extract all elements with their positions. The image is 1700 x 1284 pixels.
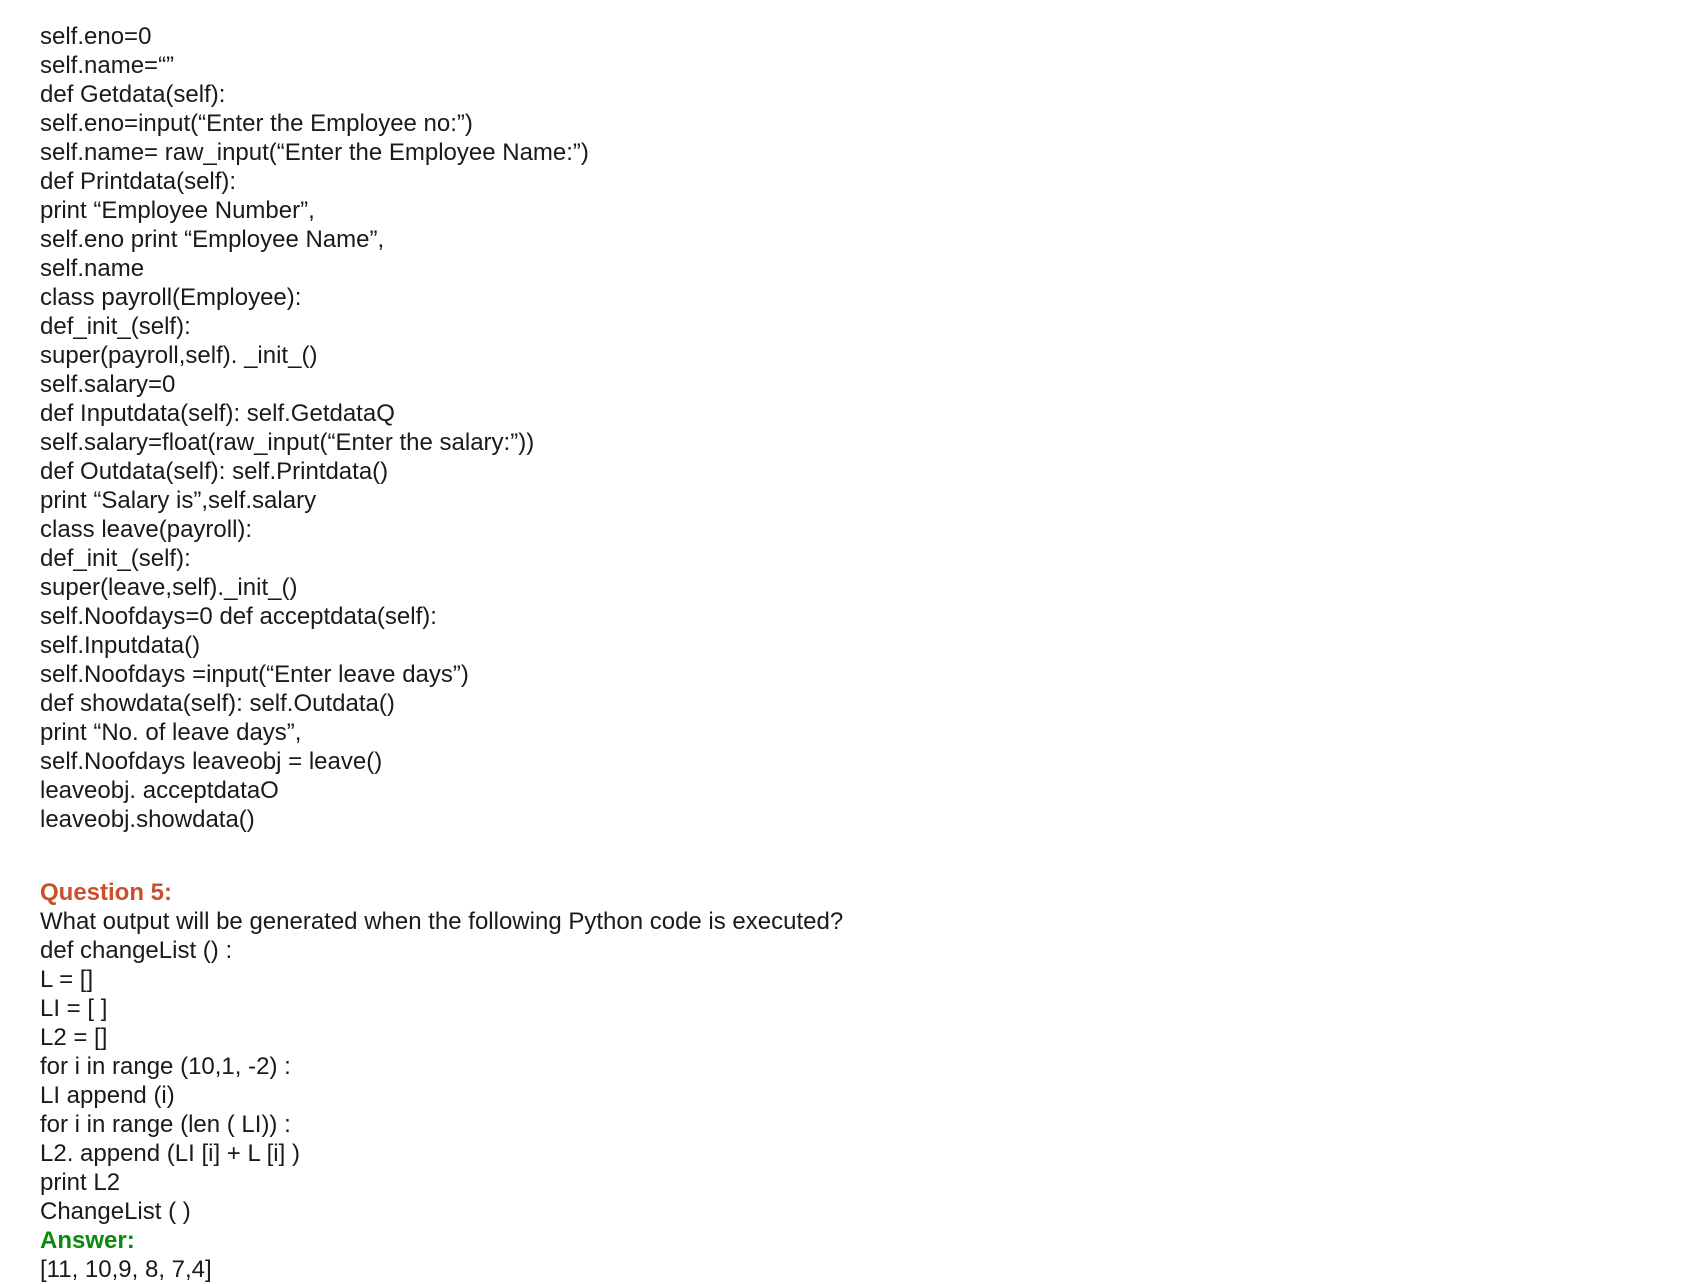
answer-section [40, 1226, 1660, 1284]
code-line: self.name=“” [40, 52, 175, 79]
answer-heading: Answer: [40, 1227, 135, 1254]
code-line: self.eno=0 [40, 23, 152, 50]
code-line: self.salary=float(raw_input(“Enter the salary:”)) [40, 429, 535, 456]
code-line: for i in range (len ( LI)) : [40, 1111, 291, 1138]
code-line: def Outdata(self): self.Printdata() [40, 458, 389, 485]
code-line: self.name [40, 255, 145, 282]
code-line: class leave(payroll): [40, 516, 253, 543]
code-line: L2 = [] [40, 1024, 108, 1051]
code-line: self.salary=0 [40, 371, 176, 398]
code-line: print “Employee Number”, [40, 197, 315, 224]
code-line: leaveobj.showdata() [40, 806, 255, 833]
code-line: def_init_(self): [40, 545, 191, 572]
question-section [40, 878, 1660, 1226]
code-line: def Getdata(self): [40, 81, 226, 108]
code-line: self.Noofdays =input(“Enter leave days”) [40, 661, 469, 688]
code-line: class payroll(Employee): [40, 284, 302, 311]
code-line: print L2 [40, 1169, 121, 1196]
code-line: super(payroll,self). _init_() [40, 342, 318, 369]
code-line: self.eno print “Employee Name”, [40, 226, 385, 253]
code-line: self.Noofdays leaveobj = leave() [40, 748, 383, 775]
code-line: L2. append (LI [i] + L [i] ) [40, 1140, 300, 1167]
answer-text: [11, 10,9, 8, 7,4] [40, 1256, 212, 1283]
code-line: super(leave,self)._init_() [40, 574, 298, 601]
code-line: LI append (i) [40, 1082, 175, 1109]
code-line: self.Noofdays=0 def acceptdata(self): [40, 603, 437, 630]
code-line: def changeList () : [40, 937, 233, 964]
code-line: L = [] [40, 966, 94, 993]
question-heading: Question 5: [40, 879, 173, 906]
section-spacer [40, 834, 1660, 878]
code-line: def showdata(self): self.Outdata() [40, 690, 395, 717]
question-code-block [40, 936, 1660, 1226]
code-line: leaveobj. acceptdataO [40, 777, 279, 804]
code-line: def Inputdata(self): self.GetdataQ [40, 400, 395, 427]
question-text: What output will be generated when the following Python code is executed? [40, 908, 844, 935]
code-line: LI = [ ] [40, 995, 108, 1022]
code-line: print “Salary is”,self.salary [40, 487, 317, 514]
code-line: ChangeList ( ) [40, 1198, 191, 1225]
code-line: def_init_(self): [40, 313, 191, 340]
code-block-1 [40, 22, 1660, 834]
document-page [40, 22, 1660, 1284]
code-line: self.name= raw_input(“Enter the Employee Name:”) [40, 139, 589, 166]
code-line: self.eno=input(“Enter the Employee no:”) [40, 110, 473, 137]
code-line: def Printdata(self): [40, 168, 237, 195]
code-line: self.Inputdata() [40, 632, 201, 659]
code-line: print “No. of leave days”, [40, 719, 302, 746]
code-line: for i in range (10,1, -2) : [40, 1053, 291, 1080]
